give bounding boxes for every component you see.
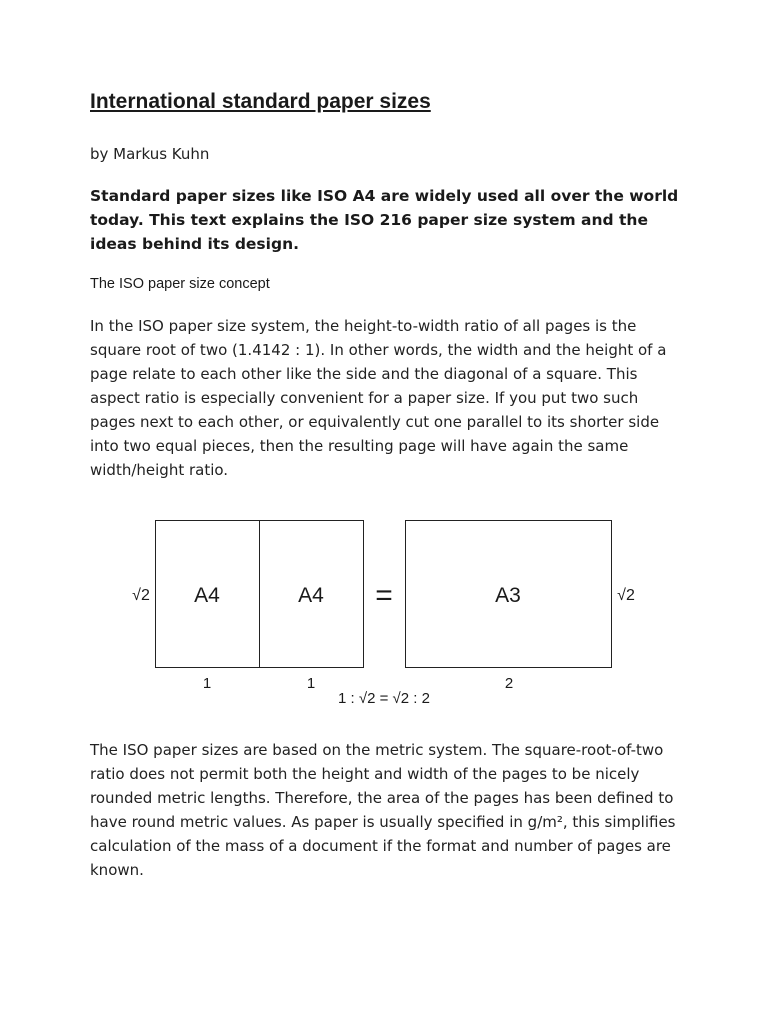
a3-label: A3 <box>495 584 521 607</box>
left-width-label: 1 <box>202 675 212 692</box>
lead-paragraph: Standard paper sizes like ISO A4 are widely used all over the world today. This text explains the ISO 216 paper size system and the ideas behind its design. <box>90 187 679 253</box>
a4-sheet-left <box>156 521 260 668</box>
author-byline: by Markus Kuhn <box>90 145 210 163</box>
page-title: International standard paper sizes <box>90 90 431 113</box>
a4-left-label: A4 <box>194 584 220 607</box>
section-heading: The ISO paper size concept <box>90 276 270 292</box>
a3-sheet <box>406 521 612 668</box>
body-paragraph-2: The ISO paper sizes are based on the metric system. The square-root-of-two ratio does not permit both the height and width of the pages to be nicely rounded metric lengths. Therefore, the area of the pages has been defined to have round metric values. As paper is usually specified in g/m², this simplifies calculation of the mass of a document if the format and number of pages are known. <box>90 741 676 879</box>
ratio-equation: 1 : √2 = √2 : 2 <box>338 690 430 707</box>
combined-width-label: 2 <box>504 675 514 692</box>
equals-sign: = <box>375 579 393 612</box>
left-height-label: √2 <box>132 587 150 604</box>
body-paragraph-1: In the ISO paper size system, the height-to-width ratio of all pages is the square root of two (1.4142 : 1). In other words, the width and the height of a page relate to each other like the side and the diagonal of a square. This aspect ratio is especially convenient for a paper size. If you put two such pages next to each other, or equivalently cut one parallel to its shorter side into two equal pieces, then the resulting page will have again the same width/height ratio. <box>90 317 667 479</box>
a4-sheet-right <box>260 521 364 668</box>
a4-right-label: A4 <box>298 584 324 607</box>
right-height-label: √2 <box>617 587 635 604</box>
middle-width-label: 1 <box>306 675 316 692</box>
